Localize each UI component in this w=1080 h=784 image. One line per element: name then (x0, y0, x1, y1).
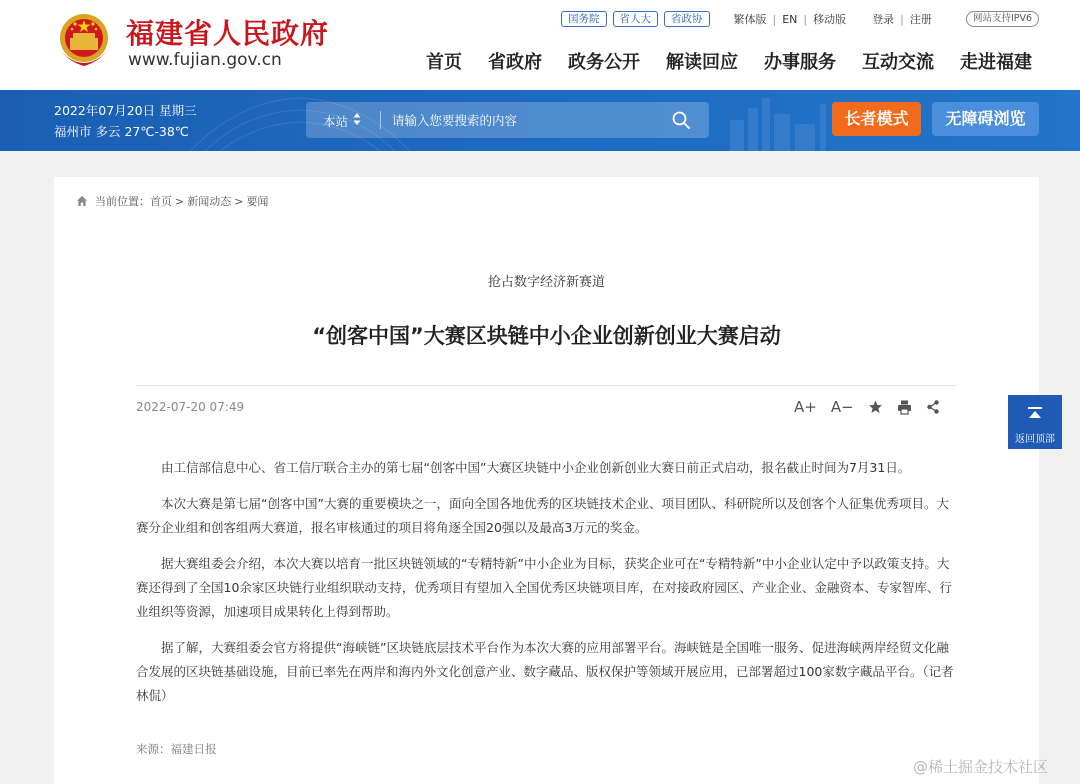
article-paragraph: 由工信部信息中心、省工信厅联合主办的第七届“创客中国”大赛区块链中小企业创新创业大赛日前正式启动，报名截止时间为7月31日。 (161, 460, 911, 475)
link-provincial-congress[interactable]: 省人大 (613, 11, 659, 27)
meta-divider (136, 385, 956, 386)
ipv6-badge: 网站支持IPV6 (966, 11, 1039, 27)
nav-services[interactable]: 办事服务 (764, 52, 836, 73)
article-tools (794, 398, 940, 416)
back-to-top-button[interactable] (1008, 395, 1062, 449)
breadcrumb-separator: > (234, 194, 244, 208)
main-nav (426, 48, 1032, 74)
info-band (0, 90, 1080, 151)
search-divider (380, 111, 381, 129)
sort-caret-icon[interactable] (353, 112, 361, 126)
link-login[interactable]: 登录 (872, 13, 895, 26)
font-decrease-button[interactable]: A− (830, 398, 854, 416)
divider: | (772, 12, 777, 26)
article-title: “创客中国”大赛区块链中小企业创新创业大赛启动 (312, 324, 781, 348)
article-paragraph: 据了解，大赛组委会官方将提供“海峡链”区块链底层技术平台作为本次大赛的应用部署平台。海峡链是全国唯一服务、促进海峡两岸经贸文化融合发展的区块链基础设施，目前已率先在两岸和海内外文化创意产业、数字藏品、版权保护等领域开展应用，已部署超过100家数字藏品平台。（记者 林侃） (136, 640, 954, 703)
breadcrumb-news[interactable]: 新闻动态 (187, 195, 232, 208)
watermark: @稀土掘金技术社区 (913, 758, 1049, 776)
breadcrumb-label: 当前位置： (95, 195, 150, 208)
link-state-council[interactable]: 国务院 (561, 11, 607, 27)
search-bar (306, 102, 709, 138)
share-button[interactable] (926, 398, 940, 416)
font-increase-button[interactable]: A+ (794, 398, 817, 416)
article-subtitle: 抢占数字经济新赛道 (487, 275, 605, 290)
link-english[interactable]: EN (782, 12, 798, 26)
top-links (561, 10, 932, 28)
article-paragraph: 据大赛组委会介绍，本次大赛以培育一批区块链领域的“专精特新”中小企业为目标，获奖企业可在“专精特新”中小企业认定中予以政策支持。大赛还得到了全国10余家区块链行业组织联动支持，优秀项目有望加入全国优秀区块链项目库，在对接政府园区、产业企业、金融资本、专家智库、行业组织等资源，加速项目成果转化上得到帮助。 (136, 556, 952, 619)
link-register[interactable]: 注册 (909, 13, 932, 26)
share-icon (926, 398, 940, 416)
article-source: 来源：福建日报 (136, 742, 217, 756)
article-body (136, 456, 958, 720)
article-paragraph: 本次大赛是第七届“创客中国”大赛的重要模块之一，面向全国各地优秀的区块链技术企业、项目团队、科研院所以及创客个人征集优秀项目。大赛分企业组和创客组两大赛道，报名审核通过的项目将角逐全国20强以及最高3万元的奖金。 (136, 496, 949, 535)
nav-home[interactable]: 首页 (426, 52, 462, 73)
link-provincial-cppcc[interactable]: 省政协 (664, 11, 710, 27)
nav-about-fujian[interactable]: 走进福建 (960, 52, 1032, 73)
site-header (0, 0, 1080, 90)
link-mobile[interactable]: 移动版 (813, 13, 847, 26)
back-to-top-label: 返回顶部 (1015, 434, 1055, 445)
favorite-button[interactable] (868, 398, 883, 416)
search-scope-select[interactable]: 本站 (323, 114, 349, 129)
nav-open-affairs[interactable]: 政务公开 (568, 52, 640, 73)
breadcrumb-separator: > (175, 194, 185, 208)
site-url[interactable]: www.fujian.gov.cn (128, 50, 282, 70)
divider: | (803, 12, 808, 26)
nav-interaction[interactable]: 互动交流 (862, 52, 934, 73)
weather-info: 福州市 多云 27℃-38℃ (54, 124, 189, 139)
article-card (54, 177, 1039, 784)
arrow-up-icon (1027, 406, 1043, 422)
publish-date: 2022-07-20 07:49 (136, 400, 245, 414)
home-icon (76, 195, 88, 207)
national-emblem-icon[interactable] (56, 12, 112, 70)
site-name[interactable]: 福建省人民政府 (126, 17, 330, 50)
print-button[interactable] (897, 398, 912, 416)
nav-government[interactable]: 省政府 (488, 52, 542, 73)
nav-interpretation[interactable]: 解读回应 (666, 52, 738, 73)
breadcrumb (76, 193, 268, 209)
divider: | (900, 12, 904, 26)
accessible-browsing-button[interactable]: 无障碍浏览 (932, 102, 1039, 136)
print-icon (897, 398, 912, 416)
search-icon[interactable] (671, 110, 691, 130)
elder-mode-button[interactable]: 长者模式 (832, 102, 921, 136)
link-traditional[interactable]: 繁体版 (733, 13, 767, 26)
breadcrumb-headlines[interactable]: 要闻 (246, 195, 269, 208)
search-input[interactable] (392, 108, 662, 132)
current-date: 2022年07月20日 星期三 (54, 103, 197, 118)
breadcrumb-home[interactable]: 首页 (150, 195, 172, 208)
star-icon (868, 398, 883, 416)
